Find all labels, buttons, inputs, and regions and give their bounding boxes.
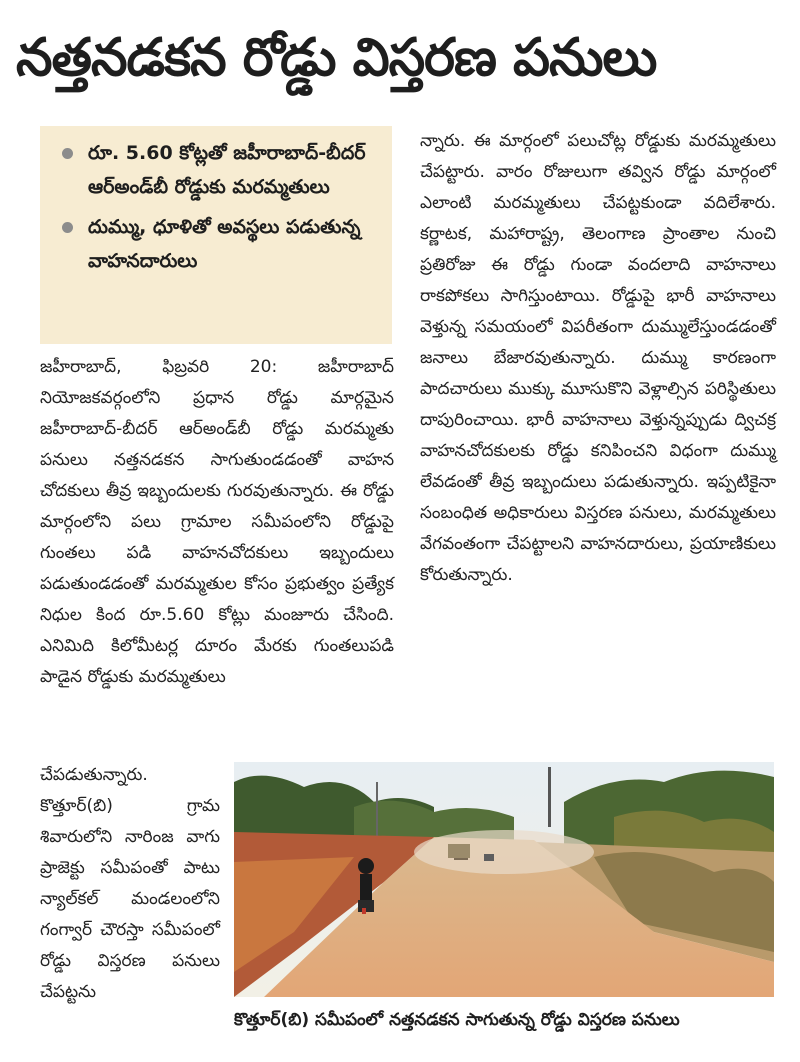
headline: నత్తనడకన రోడ్డు విస్తరణ పనులు (16, 28, 657, 88)
article-body-left: జహీరాబాద్‌, ఫిబ్రవరి 20: జహీరాబాద్‌ నియోజకవర్గంలోని ప్రధాన రోడ్డు మార్గమైన జహీరాబాద్‌-బీదర్‌ ఆర్‌అండ్‌బీ రోడ్డు మరమ్మతు పనులు నత్తనడకన సాగుతుండడంతో వాహన చోదకులు తీవ్ర ఇబ్బందులకు గురవుతున్నారు. ఈ రోడ్డు మార్గంలోని పలు గ్రామాల సమీపంలోని రోడ్డుపై గుంతలు పడి వాహనచోదకులు ఇబ్బందులు పడుతుండడంతో మరమ్మతుల కోసం ప్రభుత్వం ప్రత్యేక నిధుల కింద రూ.5.60 కోట్లు మంజూరు చేసింది. ఎనిమిది కిలోమీటర్ల దూరం మేరకు గుంతలుపడి పాడైన రోడ్డుకు మరమ్మతులు (40, 357, 394, 687)
road-photo (234, 762, 774, 997)
highlight-item (58, 136, 382, 204)
bullet-icon (62, 222, 73, 233)
highlight-text: దుమ్ము, ధూళితో అవస్థలు పడుతున్న వాహనదారులు (88, 216, 361, 272)
highlight-text: రూ. 5.60 కోట్లతో జహీరాబాద్‌-బీదర్‌ ఆర్‌అండ్‌బీ రోడ్డుకు మరమ్మతులు (88, 142, 366, 198)
article-body-right: న్నారు. ఈ మార్గంలో పలుచోట్ల రోడ్డుకు మరమ్మతులు చేపట్టారు. వారం రోజులుగా తవ్విన రోడ్డు మార్గంలో ఎలాంటి మరమ్మతులు చేపట్టకుండా వదిలేశారు. కర్ణాటక, మహారాష్ట్ర, తెలంగాణ ప్రాంతాల నుంచి ప్రతిరోజు ఈ రోడ్డు గుండా వందలాది వాహనాలు రాకపోకలు సాగిస్తుంటాయి. రోడ్డుపై భారీ వాహనాలు వెళ్తున్న సమయంలో విపరీతంగా దుమ్ములేస్తుండడంతో జనాలు బేజారవుతున్నారు. దుమ్ము కారణంగా పాదచారులు ముక్కు మూసుకొని వెళ్లాల్సిన పరిస్థితులు దాపురించాయి. భారీ వాహనాలు వెళ్తున్నప్పుడు ద్విచక్ర వాహనచోదకులకు రోడ్డు కనిపించని విధంగా దుమ్ము లేవడంతో తీవ్ర ఇబ్బందులు పడుతున్నారు. ఇప్పటికైనా సంబంధిత అధికారులు విస్తరణ పనులు, మరమ్మతులు వేగవంతంగా చేపట్టాలని వాహనదారులు, ప్రయాణికులు కోరుతున్నారు. (420, 131, 776, 585)
road-photo-image (234, 762, 774, 997)
highlight-item (58, 210, 382, 278)
photo-caption: కొత్తూర్‌(బి) సమీపంలో నత్తనడకన సాగుతున్న రోడ్డు విస్తరణ పనులు (234, 1010, 680, 1030)
highlights-box (40, 126, 392, 344)
bullet-icon (62, 148, 73, 159)
article-body-left-lower: చేపడుతున్నారు. కొత్తూర్‌(బి) గ్రామ శివారులోని నారింజ వాగు ప్రాజెక్టు సమీపంతో పాటు న్యాల్‌కల్‌ మండలంలోని గంగ్వార్‌ చౌరస్తా సమీపంలో రోడ్డు విస్తరణ పనులు చేపట్టను (40, 765, 220, 1002)
